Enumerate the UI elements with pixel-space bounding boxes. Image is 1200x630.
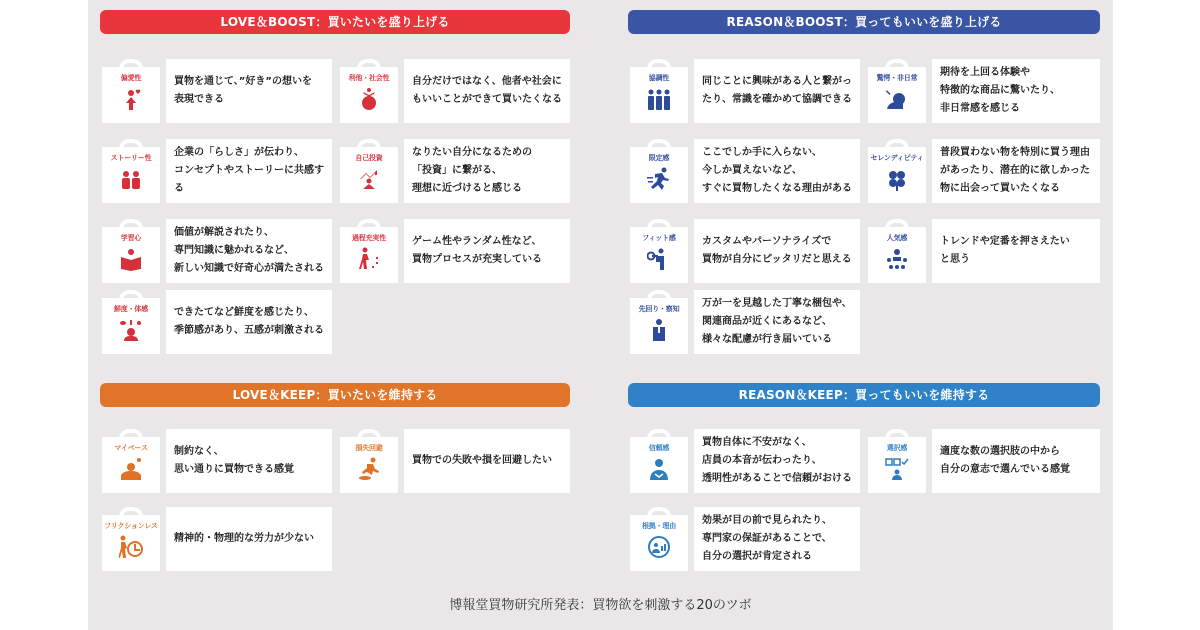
card-sonshitsu: [340, 429, 570, 493]
card-label: 鮮度・体感: [114, 305, 148, 313]
card-description: トレンドや定番を押さえたい と思う: [932, 219, 1100, 283]
section-reason-boost: REASON＆BOOST：買ってもいいを盛り上げる: [628, 10, 1100, 34]
card-label: 過程充実性: [352, 234, 386, 242]
section-love-keep: LOVE＆KEEP：買いたいを維持する: [100, 383, 570, 407]
relax-icon: [119, 457, 143, 481]
card-label: 選択感: [886, 444, 908, 452]
card-label: マイペース: [114, 444, 148, 452]
running-icon: [647, 167, 671, 191]
section-reason-keep: REASON＆KEEP：買ってもいいを維持する: [628, 383, 1100, 407]
card-description: 企業の「らしさ」が伝わり、 コンセプトやストーリーに共感す る: [166, 139, 332, 203]
card-label: フィット感: [642, 234, 676, 242]
card-label: 先回り・察知: [638, 305, 680, 313]
card-description: 万が一を見越した丁寧な梱包や、 関連商品が近くにあるなど、 様々な配慮が行き届いている: [694, 290, 860, 354]
walking-path-icon: [357, 247, 381, 271]
card-description: 買物を通じて、”好き”の想いを 表現できる: [166, 59, 332, 123]
card-konkyo: [630, 507, 860, 571]
card-label: フリクションレス: [104, 522, 158, 530]
card-label: 限定感: [648, 154, 670, 162]
card-kyoui: [868, 59, 1100, 123]
butler-icon: [647, 318, 671, 342]
pointing-icon: [647, 247, 671, 271]
card-label: 協調性: [648, 74, 670, 82]
card-sentaku: [868, 429, 1100, 493]
trust-icon: [647, 457, 671, 481]
card-label: 自己投資: [355, 154, 383, 162]
card-shinrai: [630, 429, 860, 493]
section-love-boost: LOVE＆BOOST：買いたいを盛り上げる: [100, 10, 570, 34]
card-katei: [340, 219, 570, 283]
surprise-icon: [885, 87, 909, 111]
reading-icon: [119, 247, 143, 271]
card-label: 人気感: [886, 234, 908, 242]
heart-person-icon: [119, 87, 143, 111]
card-description: できたてなど鮮度を感じたり、 季節感があり、五感が刺激される: [166, 290, 332, 354]
growth-person-icon: [357, 167, 381, 191]
card-label: 学習心: [120, 234, 142, 242]
card-genteikan: [630, 139, 860, 203]
card-jikotoushi: [340, 139, 570, 203]
card-sakimawari: [630, 290, 860, 354]
card-description: カスタムやパーソナライズで 買物が自分にピッタリだと思える: [694, 219, 860, 283]
card-description: ゲーム性やランダム性など、 買物プロセスが充実している: [404, 219, 570, 283]
checklist-icon: [885, 457, 909, 481]
card-serendipity: [868, 139, 1100, 203]
card-label: 驚愕・非日常: [876, 74, 918, 82]
card-label: 利他・社会性: [348, 74, 390, 82]
senses-icon: [119, 318, 143, 342]
card-ninki: [868, 219, 1100, 283]
evidence-icon: [647, 535, 671, 559]
avoid-icon: [357, 457, 381, 481]
card-description: なりたい自分になるための 「投資」に繋がる、 理想に近づけると感じる: [404, 139, 570, 203]
card-description: 制約なく、 思い通りに買物できる感覚: [166, 429, 332, 493]
card-description: 価値が解説されたり、 専門知識に魅かれるなど、 新しい知識で好奇心が満たされる: [166, 219, 332, 283]
card-gakushu: [102, 219, 332, 283]
card-sendo: [102, 290, 332, 354]
card-description: 効果が目の前で見られたり、 専門家の保証があることで、 自分の選択が肯定される: [694, 507, 860, 571]
card-description: 自分だけではなく、他者や社会に もいいことができて買いたくなる: [404, 59, 570, 123]
card-label: セレンディピティ: [870, 154, 924, 162]
card-story: [102, 139, 332, 203]
card-fit: [630, 219, 860, 283]
card-mypace: [102, 429, 332, 493]
card-label: 根拠・理由: [642, 522, 676, 530]
crowd-icon: [885, 247, 909, 271]
card-label: 損失回避: [355, 444, 383, 452]
card-label: 信頼感: [648, 444, 670, 452]
card-label: ストーリー性: [110, 154, 152, 162]
card-aichakusei: [102, 59, 332, 123]
card-description: 期待を上回る体験や 特徴的な商品に驚いたり、 非日常感を感じる: [932, 59, 1100, 123]
figure-caption: 博報堂買物研究所発表：買物欲を刺激する20のツボ: [449, 598, 752, 613]
group-icon: [647, 87, 671, 111]
card-description: 買物での失敗や損を回避したい: [404, 429, 570, 493]
clock-walk-icon: [119, 535, 143, 559]
card-description: 普段買わない物を特別に買う理由 があったり、潜在的に欲しかった 物に出会って買いたくなる: [932, 139, 1100, 203]
card-label: 偏愛性: [120, 74, 142, 82]
card-description: 適度な数の選択肢の中から 自分の意志で選んでいる感覚: [932, 429, 1100, 493]
two-people-icon: [119, 167, 143, 191]
clover-icon: [885, 167, 909, 191]
card-friction: [102, 507, 332, 571]
card-description: 精神的・物理的な労力が少ない: [166, 507, 332, 571]
card-ritasei: [340, 59, 570, 123]
card-kyocho: [630, 59, 860, 123]
card-description: ここでしか手に入らない、 今しか買えないなど、 すぐに買物したくなる理由がある: [694, 139, 860, 203]
globe-person-icon: [357, 87, 381, 111]
card-description: 買物自体に不安がなく、 店員の本音が伝わったり、 透明性があることで信頼がおける: [694, 429, 860, 493]
card-description: 同じことに興味がある人と繋がっ たり、常識を確かめて協調できる: [694, 59, 860, 123]
